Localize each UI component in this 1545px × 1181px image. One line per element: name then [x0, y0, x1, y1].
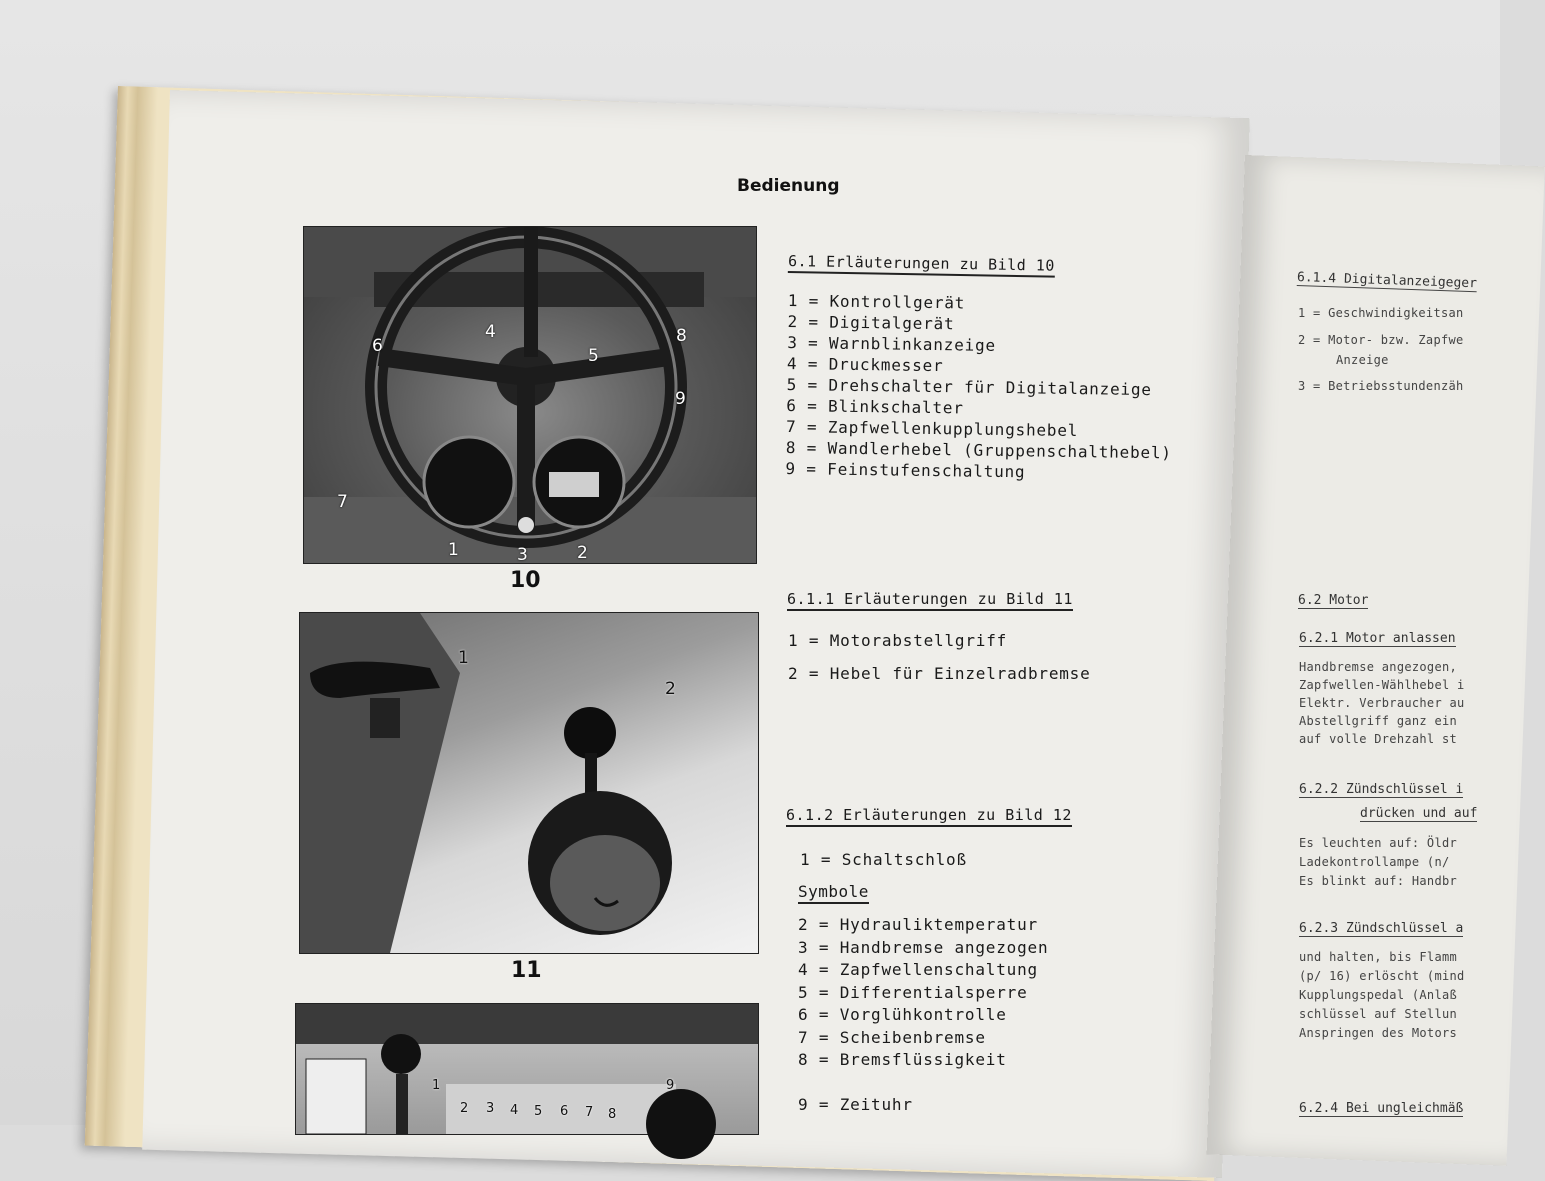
legend-item: 1 = Schaltschloß	[800, 850, 967, 869]
right-line: auf volle Drehzahl st	[1299, 732, 1458, 746]
right-line: (p/ 16) erlöscht (mind	[1299, 969, 1465, 983]
fig10-callout-8: 8	[676, 326, 687, 346]
engine-stop-lever-illustration	[300, 613, 758, 953]
figure-11-photo	[299, 612, 759, 954]
legend-item: 2 = Hebel für Einzelradbremse	[788, 664, 1091, 683]
legend-item: 5 = Drehschalter für Digitalanzeige	[786, 374, 1152, 400]
right-line: Zapfwellen-Wählhebel i	[1299, 678, 1465, 692]
legend-item: 6 = Vorglühkontrolle	[798, 1005, 1007, 1024]
fig12-callout-9: 9	[666, 1078, 675, 1093]
fig10-callout-4: 4	[485, 322, 496, 342]
fig12-callout-3: 3	[486, 1101, 495, 1116]
fig10-callout-3: 3	[517, 545, 528, 565]
section-6-2-4-title: 6.2.4 Bei ungleichmäß	[1299, 1101, 1464, 1116]
fig12-callout-7: 7	[585, 1105, 594, 1120]
fig11-callout-1: 1	[458, 648, 469, 668]
legend-item: 2 = Digitalgerät	[787, 311, 955, 334]
fig12-callout-4: 4	[510, 1103, 519, 1118]
figure-10-photo	[303, 226, 757, 564]
fig12-callout-1: 1	[432, 1078, 441, 1093]
right-line: 1 = Geschwindigkeitsan	[1298, 306, 1464, 320]
section-6-1-title: 6.1 Erläuterungen zu Bild 10	[788, 252, 1055, 278]
section-6-2-2-subtitle: drücken und auf	[1360, 806, 1478, 821]
control-panel-illustration	[296, 1004, 758, 1134]
legend-item: 9 = Zeituhr	[798, 1095, 913, 1114]
figure-10-number: 10	[510, 568, 541, 593]
right-line: Kupplungspedal (Anlaß	[1299, 988, 1458, 1002]
legend-item: 3 = Warnblinkanzeige	[787, 332, 997, 355]
right-line: 3 = Betriebsstundenzäh	[1298, 379, 1464, 393]
section-6-2-1-title: 6.2.1 Motor anlassen	[1299, 631, 1456, 646]
right-line: 2 = Motor- bzw. Zapfwe	[1298, 333, 1464, 347]
section-6-1-4-title: 6.1.4 Digitalanzeigeger	[1296, 270, 1478, 292]
fig12-callout-2: 2	[460, 1101, 469, 1116]
section-6-1-1-list	[788, 630, 1091, 684]
legend-item: 7 = Scheibenbremse	[798, 1027, 986, 1047]
right-line: Anspringen des Motors	[1299, 1026, 1458, 1040]
right-line: Es leuchten auf: Öldr	[1299, 836, 1458, 850]
fig10-callout-6: 6	[372, 336, 383, 356]
section-6-2-2-title: 6.2.2 Zündschlüssel i	[1299, 782, 1464, 797]
section-6-2-3-body	[1299, 948, 1465, 1043]
page-heading: Bedienung	[737, 176, 840, 196]
fig10-callout-2: 2	[577, 543, 588, 563]
figure-11-number: 11	[511, 958, 542, 983]
right-line: Abstellgriff ganz ein	[1299, 714, 1458, 728]
legend-item: 1 = Motorabstellgriff	[788, 631, 1008, 650]
symbole-heading: Symbole	[798, 882, 869, 904]
legend-item: 8 = Wandlerhebel (Gruppenschalthebel)	[785, 437, 1172, 463]
fig12-callout-6: 6	[560, 1104, 569, 1119]
section-6-1-1-title: 6.1.1 Erläuterungen zu Bild 11	[787, 590, 1073, 611]
legend-item: 4 = Druckmesser	[786, 353, 944, 376]
right-line: und halten, bis Flamm	[1299, 950, 1458, 964]
right-line: Es blinkt auf: Handbr	[1299, 874, 1458, 888]
legend-item: 8 = Bremsflüssigkeit	[798, 1050, 1007, 1069]
fig10-callout-7: 7	[337, 492, 348, 512]
fig10-callout-5: 5	[588, 346, 599, 366]
right-line: Handbremse angezogen,	[1299, 660, 1458, 674]
section-6-2-1-body	[1299, 658, 1465, 748]
legend-item: 6 = Blinkschalter	[786, 395, 964, 418]
section-6-2-title: 6.2 Motor	[1298, 593, 1369, 608]
steering-wheel-illustration	[304, 227, 756, 563]
fig12-callout-5: 5	[534, 1104, 543, 1119]
legend-item: 2 = Hydrauliktemperatur	[798, 915, 1038, 934]
section-6-1-list	[785, 290, 1174, 484]
fig11-callout-2: 2	[665, 679, 676, 699]
section-6-1-2-title: 6.1.2 Erläuterungen zu Bild 12	[786, 806, 1072, 827]
legend-item: 7 = Zapfwellenkupplungshebel	[785, 416, 1079, 441]
section-6-2-3-title: 6.2.3 Zündschlüssel a	[1299, 921, 1464, 936]
right-line: Ladekontrollampe (n/	[1299, 855, 1450, 869]
right-line: Elektr. Verbraucher au	[1299, 696, 1465, 710]
figure-12-photo	[295, 1003, 759, 1135]
section-6-1-2-list	[798, 914, 1048, 1072]
legend-item: 9 = Feinstufenschaltung	[785, 458, 1026, 482]
legend-item: 3 = Handbremse angezogen	[798, 937, 1049, 957]
fig12-callout-8: 8	[608, 1107, 617, 1122]
right-line: schlüssel auf Stellun	[1299, 1007, 1458, 1021]
legend-item: 1 = Kontrollgerät	[787, 290, 966, 313]
section-6-2-2-body	[1299, 834, 1457, 891]
fig10-callout-1: 1	[448, 540, 459, 560]
legend-item: 4 = Zapfwellenschaltung	[798, 960, 1038, 979]
legend-item: 5 = Differentialsperre	[798, 982, 1028, 1002]
right-line: Anzeige	[1336, 353, 1389, 367]
fig10-callout-9: 9	[675, 389, 686, 409]
